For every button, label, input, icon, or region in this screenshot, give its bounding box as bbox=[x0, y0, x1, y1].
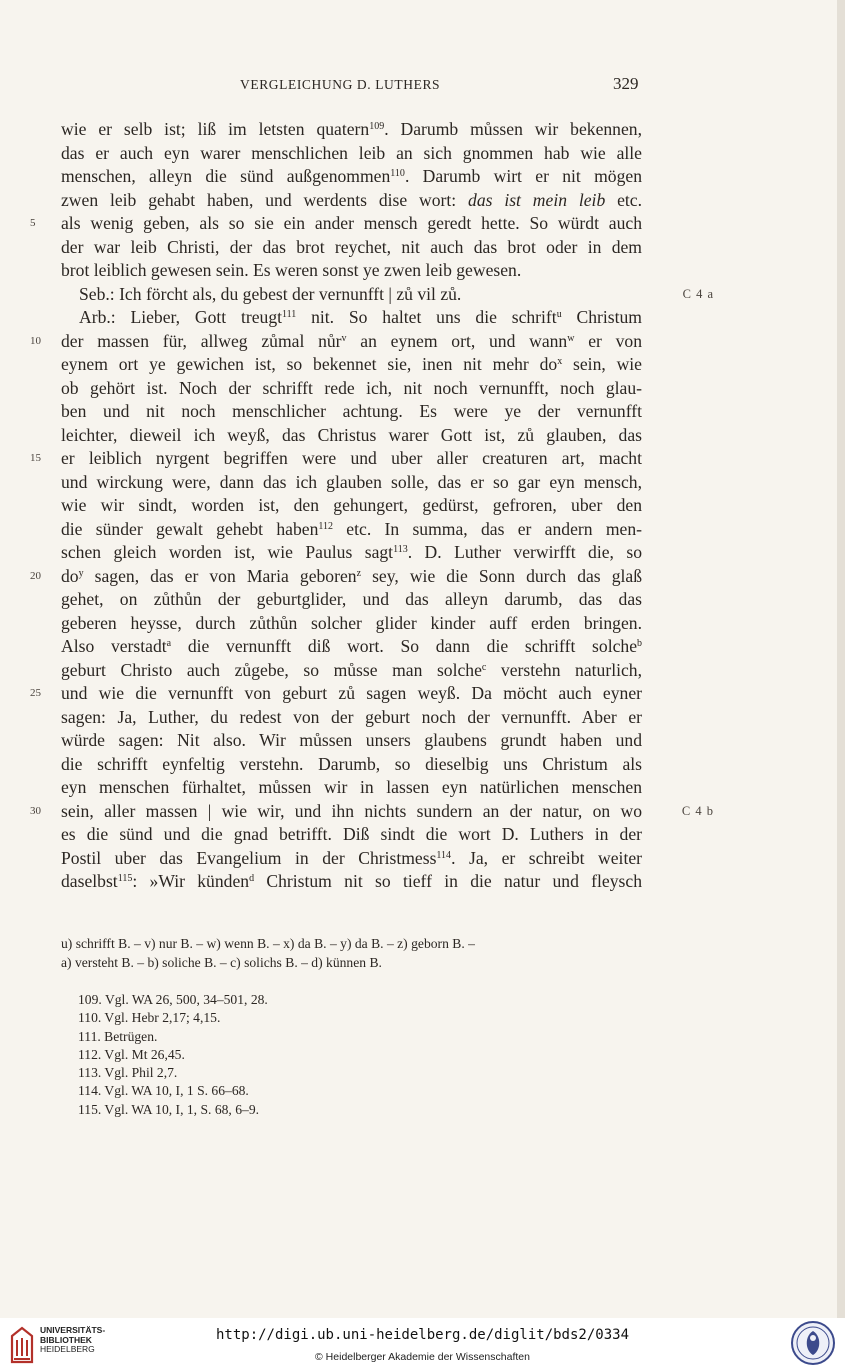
text-line bbox=[61, 306, 642, 330]
library-line: UNIVERSITÄTS- bbox=[40, 1325, 106, 1335]
text-line bbox=[30, 212, 642, 236]
line-text: Arb.: Lieber, Gott treugt$^{111}$ nit. So haltet uns die schrift$^u$ Christum bbox=[79, 307, 642, 327]
footnote: 114. Vgl. WA 10, I, 1 S. 66–68. bbox=[78, 1083, 249, 1099]
footnote: 109. Vgl. WA 26, 500, 34–501, 28. bbox=[78, 992, 268, 1007]
line-text: der war leib Christi, der das brot reychet, nit auch das brot oder in dem bbox=[61, 236, 642, 257]
text-line bbox=[61, 753, 642, 777]
line-text: sein, aller massen | wie wir, und ihn nichts sundern an der natur, on wo bbox=[61, 800, 642, 821]
line-text: würde sagen: Nit also. Wir můssen unsers glaubens grundt haben und bbox=[61, 730, 642, 750]
text-line bbox=[61, 612, 642, 636]
academy-seal-icon[interactable] bbox=[790, 1320, 836, 1366]
text-line bbox=[30, 682, 642, 706]
text-line bbox=[61, 189, 642, 213]
text-line bbox=[30, 800, 714, 824]
line-text: $do^y$ sagen, das er von Maria geboren$^z$ sey, wie die Sonn durch das glaß bbox=[61, 565, 642, 586]
footnotes bbox=[78, 991, 268, 1119]
text-line bbox=[61, 236, 642, 260]
text-line bbox=[61, 729, 642, 753]
text-line bbox=[61, 259, 642, 283]
running-head: VERGLEICHUNG D. LUTHERS bbox=[240, 77, 441, 92]
line-text: und wie die vernunfft von geburt zů sagen weyß. Da möcht auch eyner bbox=[61, 683, 642, 703]
footnote: 115. Vgl. WA 10, I, 1, S. 68, 6–9. bbox=[78, 1101, 260, 1117]
line-number: 20 bbox=[30, 569, 41, 582]
text-line bbox=[30, 447, 642, 471]
line-text: brot leiblich gewesen sein. Es weren sonst ye zwen leib gewesen. bbox=[61, 260, 522, 280]
text-line bbox=[61, 870, 642, 894]
line-text: Also verstadt$^a$ die vernunfft diß wort. So dann die schrifft solche$^b$ bbox=[61, 636, 642, 656]
line-text: Seb.: Ich förcht als, du gebest der vernunfft | zů vil zů. bbox=[79, 283, 462, 304]
folio-marker: C 4 a bbox=[682, 286, 714, 301]
apparatus-line: a) versteht B. – b) soliche B. – c) solichs B. – d) künnen B. bbox=[61, 955, 382, 970]
line-text: menschen, alleyn die sünd außgenommen$^{110}$. Darumb wirt er nit mögen bbox=[61, 166, 643, 186]
line-text: sagen: Ja, Luther, du redest von der geburt noch der vernunfft. Aber er bbox=[61, 706, 642, 727]
text-line bbox=[61, 494, 642, 518]
text-line bbox=[61, 283, 714, 307]
line-text: daselbst$^{115}$: »Wir künden$^d$ Christum nit so tieff in die natur und fleysch bbox=[61, 871, 642, 891]
line-number: 25 bbox=[30, 687, 41, 699]
running-header bbox=[0, 74, 845, 98]
text-line bbox=[61, 518, 642, 542]
line-text: leichter, dieweil ich weyß, das Christus warer Gott ist, zů glauben, das bbox=[61, 424, 642, 445]
line-text: als wenig geben, als so sie ein ander mensch geredt hette. So würdt auch bbox=[61, 213, 642, 233]
text-line bbox=[61, 353, 642, 377]
line-text: es die sünd und die gnad betrifft. Diß sindt die wort D. Luthers in der bbox=[61, 824, 642, 844]
line-text: das er auch eyn warer menschlichen leib an sich gnommen hab wie alle bbox=[61, 142, 642, 163]
text-line bbox=[61, 635, 642, 659]
line-text: wie er selb ist; liß im letsten quatern$^{109}$. Darumb můssen wir bekennen, bbox=[61, 119, 642, 139]
text-line bbox=[61, 118, 642, 142]
folio-marker: C 4 b bbox=[681, 803, 714, 818]
text-line bbox=[61, 424, 642, 448]
line-text: er leiblich nyrgent begriffen were und uber aller creaturen art, macht bbox=[61, 448, 642, 468]
line-text: schen gleich worden ist, wie Paulus sagt$^{113}$. D. Luther verwirfft die, so bbox=[61, 542, 643, 562]
line-text: eyn menschen fürhaltet, můssen wir in lassen eyn natürlichen menschen bbox=[61, 777, 642, 797]
line-text: Postil uber das Evangelium in der Christmess$^{114}$. Ja, er schreibt weiter bbox=[61, 847, 642, 868]
critical-apparatus bbox=[61, 934, 646, 972]
line-text: gehet, on zůthůn der geburtglider, und das alleyn darumb, das das bbox=[61, 589, 642, 609]
line-text: geburt Christo auch zůgebe, so můsse man solche$^c$ verstehn naturlich, bbox=[61, 659, 642, 680]
footnote: 110. Vgl. Hebr 2,17; 4,15. bbox=[78, 1010, 221, 1026]
line-text: die schrifft eynfeltig verstehn. Darumb, so dieselbig uns Christum als bbox=[61, 753, 642, 774]
line-number: 5 bbox=[30, 217, 36, 229]
text-line bbox=[30, 330, 643, 354]
text-line bbox=[61, 471, 642, 495]
text-line bbox=[61, 541, 642, 565]
library-line: BIBLIOTHEK bbox=[40, 1334, 92, 1345]
footnote: 113. Vgl. Phil 2,7. bbox=[78, 1065, 178, 1081]
apparatus-line: u) schrifft B. – v) nur B. – w) wenn B. – x) da B. – y) da B. – z) geborn B. – bbox=[61, 936, 475, 951]
line-text: ben und nit noch menschlicher achtung. Es were ye der vernunfft bbox=[61, 401, 642, 421]
text-line bbox=[61, 706, 642, 730]
footnote: 111. Betrügen. bbox=[78, 1028, 158, 1044]
line-text: der massen für, allweg zůmal nůr$^v$ an eynem ort, und wann$^w$ er von bbox=[61, 330, 643, 351]
line-text: geberen heysse, durch zůthůn solcher glider kinder auff erden bringen. bbox=[61, 612, 642, 633]
text-line bbox=[61, 847, 642, 871]
text-line bbox=[61, 588, 642, 612]
line-number: 15 bbox=[30, 452, 41, 464]
line-number: 10 bbox=[30, 334, 41, 347]
text-line bbox=[61, 165, 642, 189]
text-line bbox=[30, 565, 642, 589]
text-line bbox=[61, 659, 642, 683]
line-text: zwen leib gehabt haben, und werdents dise wort: das ist mein leib etc. bbox=[61, 189, 643, 210]
line-number: 30 bbox=[30, 804, 41, 817]
page-edge bbox=[837, 0, 845, 1318]
library-line: HEIDELBERG bbox=[40, 1344, 95, 1354]
text-line bbox=[61, 142, 642, 166]
line-text: die sünder gewalt gehebt haben$^{112}$ etc. In summa, das er andern men- bbox=[61, 518, 642, 539]
line-text: ob gehört ist. Noch der schrifft rede ich, nit noch vernunfft, noch glau- bbox=[61, 377, 642, 398]
text-line bbox=[61, 377, 642, 401]
viewer-footer bbox=[0, 1318, 845, 1372]
page-number: 329 bbox=[613, 74, 639, 93]
permalink-url[interactable]: http://digi.ub.uni-heidelberg.de/diglit/bds2/0334 bbox=[215, 1327, 629, 1343]
text-line bbox=[61, 823, 642, 847]
line-text: wie wir sindt, worden ist, den gehungert, gedürst, gefroren, uber den bbox=[61, 495, 642, 515]
line-text: eynem ort ye gewichen ist, so bekennet sie, inen nit mehr $do^x$ sein, wie bbox=[61, 354, 642, 374]
text-line bbox=[61, 400, 642, 424]
text-line bbox=[61, 776, 642, 800]
copyright-notice: © Heidelberger Akademie der Wissenschaften bbox=[315, 1351, 530, 1363]
line-text: und wirckung were, dann das ich glauben solle, das er so gar eyn mensch, bbox=[61, 471, 642, 492]
footnote: 112. Vgl. Mt 26,45. bbox=[78, 1046, 185, 1062]
main-text bbox=[30, 118, 714, 894]
